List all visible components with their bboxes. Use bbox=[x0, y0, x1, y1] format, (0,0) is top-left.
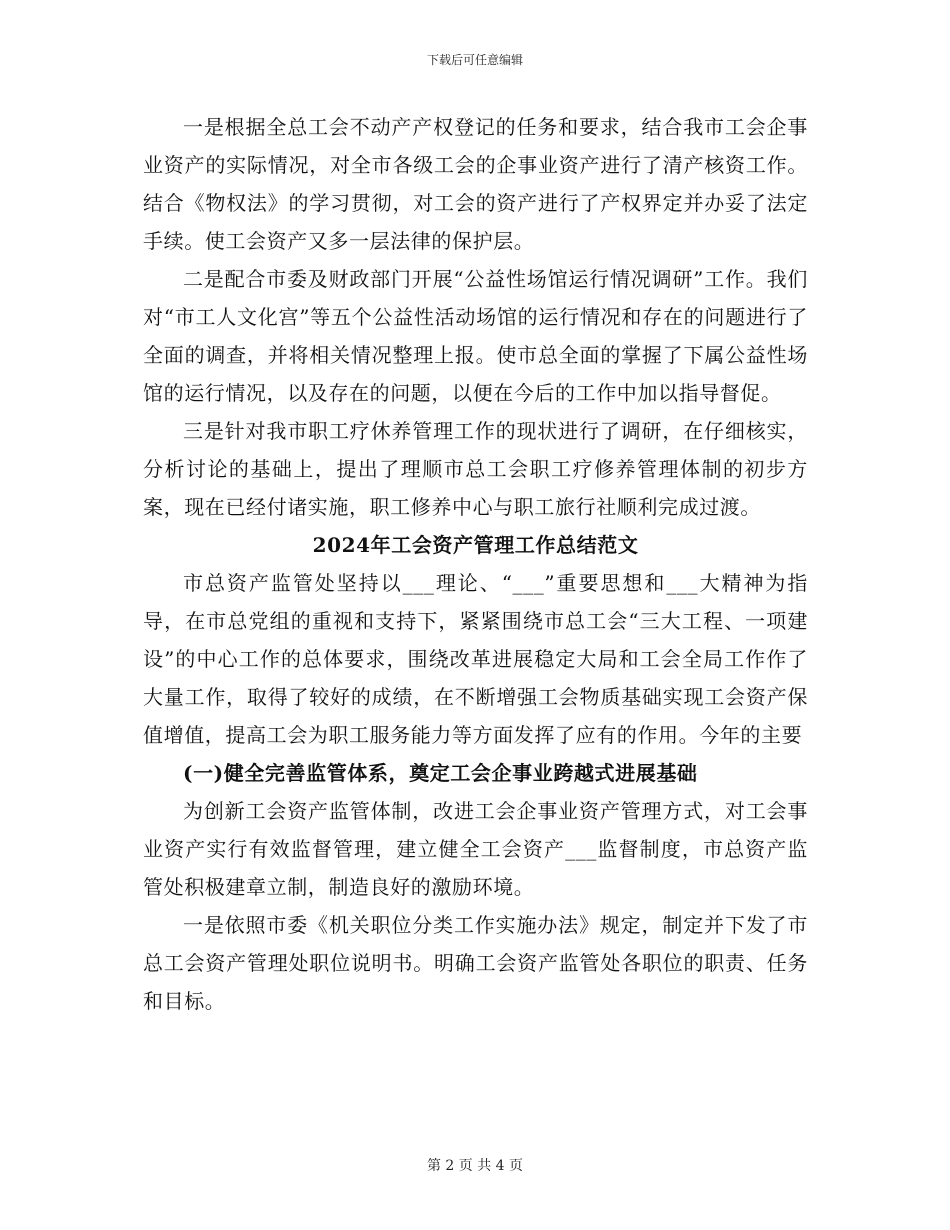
paragraph-item-1: 一是根据全总工会不动产产权登记的任务和要求，结合我市工会企事业资产的实际情况，对全市各级工会的企事业资产进行了清产核资工作。结合《物权法》的学习贯彻，对工会的资产进行了产权界定并办妥了法定手续。使工会资产又多一层法律的保护层。 bbox=[143, 115, 808, 253]
document-title: 2024年工会资产管理工作总结范文 bbox=[312, 533, 639, 557]
page-header-note: 下载后可任意编辑 bbox=[426, 53, 523, 67]
paragraph-item-3: 三是针对我市职工疗休养管理工作的现状进行了调研，在仔细核实，分析讨论的基础上，提出了理顺市总工会职工疗修养管理体制的初步方案，现在已经付诸实施，职工修养中心与职工旅行社顺利完成过渡。 bbox=[143, 419, 808, 519]
section-heading: (一)健全完善监管体系，奠定工会企事业跨越式进展基础 bbox=[183, 761, 698, 785]
intro-paragraph: 市总资产监管处坚持以___理论、“___”重要思想和___大精神为指导，在市总党组的重视和支持下，紧紧围绕市总工会“三大工程、一项建设”的中心工作的总体要求，围绕改革进展稳定大局和工会全局工作作了大量工作，取得了较好的成绩，在不断增强工会物质基础实现工会资产保值增值，提高工会为职工服务能力等方面发挥了应有的作用。今年的主要 bbox=[143, 571, 808, 747]
paragraph-item-2: 二是配合市委及财政部门开展“公益性场馆运行情况调研”工作。我们对“市工人文化宫”等五个公益性活动场馆的运行情况和存在的问题进行了全面的调查，并将相关情况整理上报。使市总全面的掌握了下属公益性场馆的运行情况，以及存在的问题，以便在今后的工作中加以指导督促。 bbox=[143, 267, 808, 405]
document-body bbox=[143, 108, 808, 1020]
paragraph-item-4: 为创新工会资产监管体制，改进工会企事业资产管理方式，对工会事业资产实行有效监督管理，建立健全工会资产___监督制度，市总资产监管处积极建章立制，制造良好的激励环境。 bbox=[143, 799, 808, 899]
paragraph-item-5: 一是依照市委《机关职位分类工作实施办法》规定，制定并下发了市总工会资产管理处职位说明书。明确工会资产监管处各职位的职责、任务和目标。 bbox=[143, 913, 808, 1013]
page-number-footer: 第 2 页 共 4 页 bbox=[426, 1158, 524, 1174]
